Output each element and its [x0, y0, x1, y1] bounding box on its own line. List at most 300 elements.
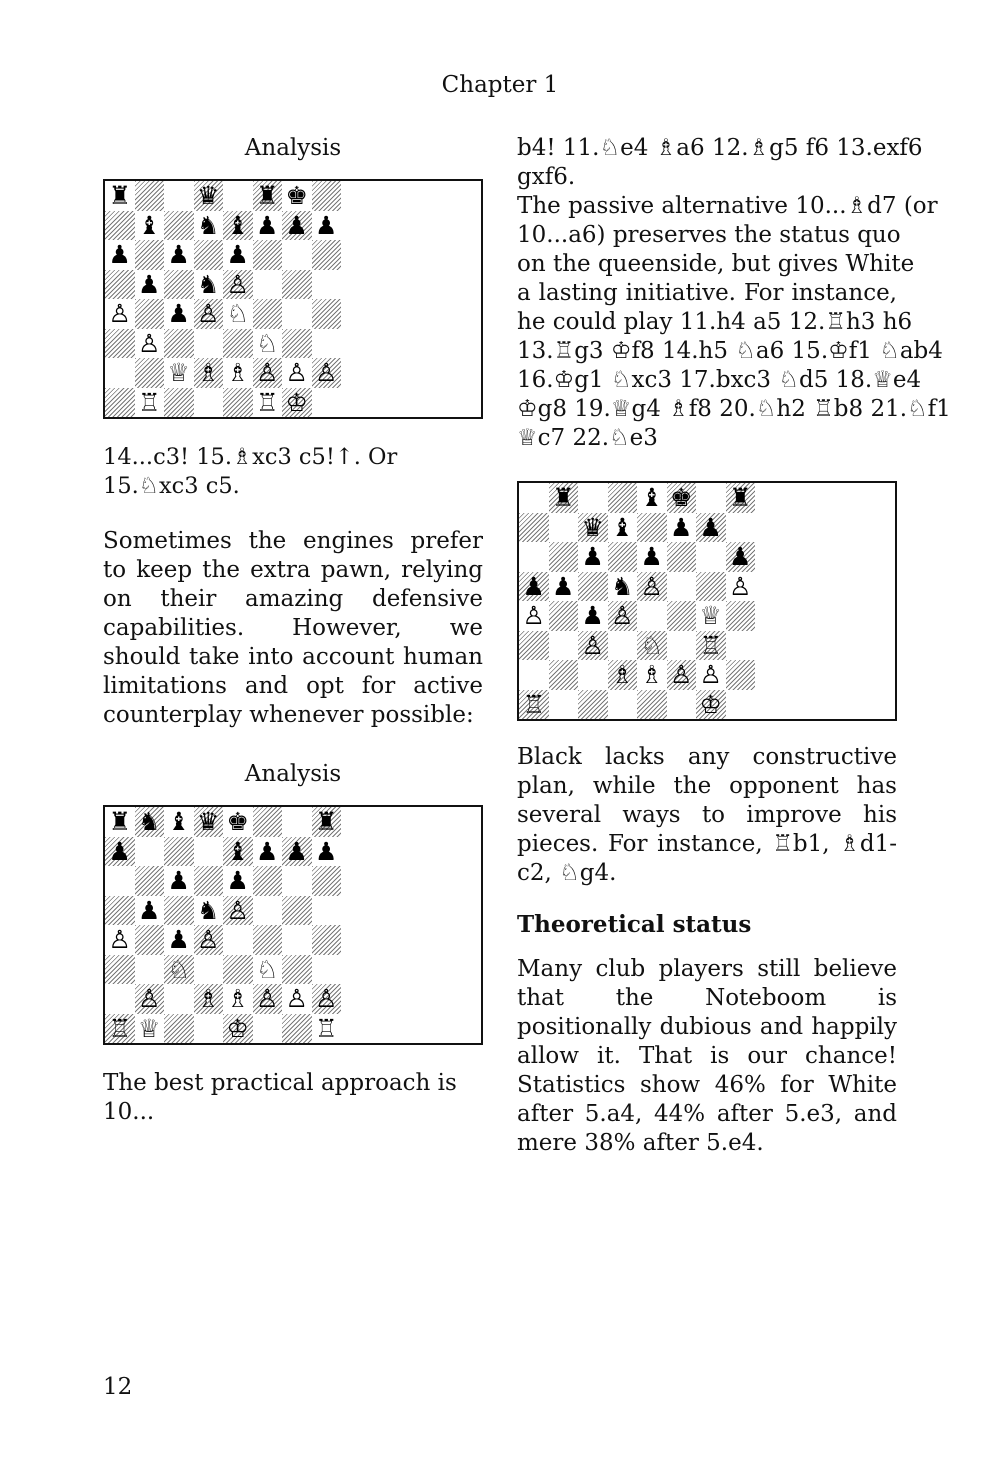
black-rook-icon: ♜︎ — [552, 483, 575, 513]
board-square — [549, 631, 579, 661]
board-square — [312, 270, 342, 300]
board-square — [549, 660, 579, 690]
board-square — [549, 601, 579, 631]
board-square — [135, 925, 165, 955]
white-pawn-icon: ♙︎ — [108, 925, 131, 955]
board-square — [135, 955, 165, 985]
board-square — [696, 690, 726, 720]
board-square — [194, 896, 224, 926]
board-square — [578, 572, 608, 602]
white-bishop-icon: ♗︎ — [226, 358, 249, 388]
black-pawn-icon: ♟︎ — [729, 542, 752, 572]
white-pawn-icon: ♙︎ — [138, 984, 161, 1014]
white-pawn-icon: ♙︎ — [138, 328, 161, 358]
board-square — [194, 925, 224, 955]
board-square — [105, 1014, 135, 1044]
white-bishop-icon: ♗︎ — [197, 358, 220, 388]
board-square — [105, 984, 135, 1014]
board-square — [726, 572, 756, 602]
board-square — [667, 660, 697, 690]
board-square — [312, 329, 342, 359]
board-square — [194, 984, 224, 1014]
board-square — [282, 240, 312, 270]
white-pawn-icon: ♙︎ — [729, 571, 752, 601]
chess-diagram-3 — [517, 481, 897, 721]
black-bishop-icon: ♝︎ — [226, 210, 249, 240]
board-square — [105, 896, 135, 926]
white-knight-icon: ♘︎ — [256, 954, 279, 984]
black-pawn-icon: ♟︎ — [108, 240, 131, 270]
board-square — [608, 483, 638, 513]
white-rook-icon: ♖︎ — [315, 1013, 338, 1043]
board-square — [726, 513, 756, 543]
black-bishop-icon: ♝︎ — [167, 807, 190, 837]
paragraph-engines: Sometimes the engines prefer to keep the extra pawn, relying on their amazing defensive capabilities. However, we should take into account human limitations and opt for active counterplay whenever possible: — [103, 528, 483, 728]
board-square — [312, 955, 342, 985]
chess-diagram-1 — [103, 179, 483, 419]
paragraph-line: 16.♔g1 ♘xc3 17.bxc3 ♘d5 18.♕e4 — [517, 367, 922, 393]
black-bishop-icon: ♝︎ — [226, 836, 249, 866]
black-pawn-icon: ♟︎ — [522, 571, 545, 601]
board-square — [105, 388, 135, 418]
board-square — [223, 329, 253, 359]
black-pawn-icon: ♟︎ — [699, 512, 722, 542]
board-square — [253, 240, 283, 270]
board-square — [282, 984, 312, 1014]
white-pawn-icon: ♙︎ — [226, 895, 249, 925]
black-pawn-icon: ♟︎ — [256, 836, 279, 866]
moves-after-diagram-1: 14...c3! 15.♗xc3 c5!↑. Or 15.♘xc3 c5. — [103, 444, 398, 499]
board-square — [135, 211, 165, 241]
black-pawn-icon: ♟︎ — [581, 542, 604, 572]
white-rook-icon: ♖︎ — [522, 689, 545, 719]
board-square — [312, 984, 342, 1014]
paragraph-best-approach: The best practical approach is 10... — [103, 1070, 457, 1125]
board-square — [253, 329, 283, 359]
board-square — [312, 837, 342, 867]
black-pawn-icon: ♟︎ — [226, 240, 249, 270]
board-square — [164, 984, 194, 1014]
board-square — [223, 299, 253, 329]
board-square — [105, 925, 135, 955]
board-square — [312, 299, 342, 329]
black-pawn-icon: ♟︎ — [138, 895, 161, 925]
board-square — [519, 660, 549, 690]
black-queen-icon: ♛︎ — [581, 512, 604, 542]
black-pawn-icon: ♟︎ — [256, 210, 279, 240]
board-square — [637, 542, 667, 572]
board-square — [608, 660, 638, 690]
black-queen-icon: ♛︎ — [197, 181, 220, 211]
white-pawn-icon: ♙︎ — [522, 601, 545, 631]
moves-line: b4! 11.♘e4 ♗a6 12.♗g5 f6 13.exf6 — [517, 135, 923, 161]
chess-diagram-2 — [103, 805, 483, 1045]
black-pawn-icon: ♟︎ — [167, 299, 190, 329]
black-rook-icon: ♜︎ — [729, 483, 752, 513]
board-square — [637, 513, 667, 543]
board-square — [223, 925, 253, 955]
white-pawn-icon: ♙︎ — [285, 984, 308, 1014]
board-square — [608, 542, 638, 572]
white-knight-icon: ♘︎ — [167, 954, 190, 984]
board-square — [312, 388, 342, 418]
paragraph-line: he could play 11.h4 a5 12.♖h3 h6 — [517, 309, 913, 335]
white-rook-icon: ♖︎ — [256, 387, 279, 417]
white-bishop-icon: ♗︎ — [226, 984, 249, 1014]
board-square — [519, 542, 549, 572]
board-square — [164, 837, 194, 867]
white-pawn-icon: ♙︎ — [197, 299, 220, 329]
board-square — [667, 690, 697, 720]
white-pawn-icon: ♙︎ — [226, 269, 249, 299]
paragraph-line: ♕c7 22.♘e3 — [517, 425, 658, 451]
board-square — [253, 270, 283, 300]
board-square — [194, 240, 224, 270]
board-square — [312, 240, 342, 270]
board-square — [105, 299, 135, 329]
board-square — [578, 660, 608, 690]
board-square — [637, 601, 667, 631]
board-square — [726, 660, 756, 690]
board-square — [282, 925, 312, 955]
board-square — [164, 240, 194, 270]
board-square — [696, 631, 726, 661]
board-square — [223, 388, 253, 418]
board-square — [667, 483, 697, 513]
board-square — [312, 1014, 342, 1044]
page-number: 12 — [103, 1374, 133, 1400]
continuation-moves — [517, 134, 923, 192]
board-square — [282, 358, 312, 388]
right-column — [517, 132, 951, 1158]
paragraph-passive-alternative — [517, 192, 951, 453]
board-square — [135, 358, 165, 388]
white-pawn-icon: ♙︎ — [315, 984, 338, 1014]
black-bishop-icon: ♝︎ — [611, 512, 634, 542]
white-pawn-icon: ♙︎ — [640, 571, 663, 601]
board-square — [253, 358, 283, 388]
board-square — [253, 388, 283, 418]
board-square — [164, 358, 194, 388]
black-rook-icon: ♜︎ — [108, 181, 131, 211]
paragraph-line: ♔g8 19.♕g4 ♗f8 20.♘h2 ♖b8 21.♘f1 — [517, 396, 951, 422]
white-king-icon: ♔︎ — [285, 387, 308, 417]
white-knight-icon: ♘︎ — [640, 630, 663, 660]
board-square — [105, 329, 135, 359]
black-pawn-icon: ♟︎ — [552, 571, 575, 601]
black-pawn-icon: ♟︎ — [581, 601, 604, 631]
board-square — [578, 690, 608, 720]
board-square — [164, 866, 194, 896]
paragraph-theoretical-status: Many club players still believe that the Noteboom is positionally dubious and happily allow it. That is our chance! Statistics show 46% for White after 5.a4, 44% after 5.e3, and mere 38% after 5.e4. — [517, 956, 897, 1156]
section-heading: Theoretical status — [517, 911, 752, 938]
board-square — [135, 299, 165, 329]
board-square — [282, 955, 312, 985]
black-knight-icon: ♞︎ — [197, 210, 220, 240]
board-square — [223, 181, 253, 211]
board-square — [667, 513, 697, 543]
board-square — [253, 984, 283, 1014]
white-pawn-icon: ♙︎ — [315, 358, 338, 388]
board-square — [164, 299, 194, 329]
board-square — [726, 631, 756, 661]
black-pawn-icon: ♟︎ — [640, 542, 663, 572]
board-square — [726, 690, 756, 720]
board-square — [253, 896, 283, 926]
black-queen-icon: ♛︎ — [197, 807, 220, 837]
black-knight-icon: ♞︎ — [611, 571, 634, 601]
board-square — [194, 1014, 224, 1044]
board-square — [637, 483, 667, 513]
board-square — [637, 572, 667, 602]
board-square — [726, 483, 756, 513]
board-square — [194, 837, 224, 867]
white-king-icon: ♔︎ — [699, 689, 722, 719]
board-square — [282, 329, 312, 359]
board-square — [135, 1014, 165, 1044]
board-square — [549, 542, 579, 572]
board-square — [519, 631, 549, 661]
board-square — [608, 513, 638, 543]
board-square — [223, 837, 253, 867]
board-square — [312, 807, 342, 837]
board-square — [312, 358, 342, 388]
board-square — [549, 513, 579, 543]
board-square — [578, 601, 608, 631]
black-knight-icon: ♞︎ — [197, 895, 220, 925]
board-square — [519, 483, 549, 513]
board-square — [164, 807, 194, 837]
white-bishop-icon: ♗︎ — [611, 660, 634, 690]
black-pawn-icon: ♟︎ — [315, 836, 338, 866]
board-square — [253, 211, 283, 241]
black-pawn-icon: ♟︎ — [108, 836, 131, 866]
board-square — [696, 572, 726, 602]
paragraph-line: 10...a6) preserves the status quo — [517, 222, 901, 248]
board-square — [164, 211, 194, 241]
diagram-caption-1: Analysis — [244, 135, 342, 161]
black-king-icon: ♚︎ — [226, 807, 249, 837]
board-square — [135, 837, 165, 867]
board-square — [282, 299, 312, 329]
board-square — [253, 925, 283, 955]
board-square — [667, 631, 697, 661]
board-square — [164, 388, 194, 418]
board-square — [135, 984, 165, 1014]
board-square — [312, 925, 342, 955]
board-square — [194, 866, 224, 896]
board-square — [549, 690, 579, 720]
board-square — [223, 358, 253, 388]
board-square — [578, 483, 608, 513]
white-bishop-icon: ♗︎ — [640, 660, 663, 690]
board-square — [164, 1014, 194, 1044]
board-square — [223, 984, 253, 1014]
board-square — [164, 896, 194, 926]
board-square — [194, 955, 224, 985]
board-square — [135, 866, 165, 896]
board-square — [312, 211, 342, 241]
board-square — [194, 299, 224, 329]
board-square — [223, 270, 253, 300]
board-square — [194, 388, 224, 418]
white-pawn-icon: ♙︎ — [256, 984, 279, 1014]
black-pawn-icon: ♟︎ — [285, 836, 308, 866]
white-pawn-icon: ♙︎ — [197, 925, 220, 955]
board-square — [549, 483, 579, 513]
board-square — [105, 181, 135, 211]
board-square — [726, 601, 756, 631]
board-square — [253, 866, 283, 896]
left-column — [103, 132, 483, 1127]
board-square — [637, 660, 667, 690]
white-king-icon: ♔︎ — [226, 1013, 249, 1043]
board-square — [637, 631, 667, 661]
board-square — [312, 181, 342, 211]
board-square — [696, 542, 726, 572]
black-rook-icon: ♜︎ — [256, 181, 279, 211]
board-square — [696, 513, 726, 543]
moves-line: gxf6. — [517, 164, 576, 190]
black-bishop-icon: ♝︎ — [640, 483, 663, 513]
white-rook-icon: ♖︎ — [699, 630, 722, 660]
board-square — [105, 866, 135, 896]
board-square — [282, 866, 312, 896]
board-square — [164, 329, 194, 359]
board-square — [253, 1014, 283, 1044]
board-square — [578, 631, 608, 661]
white-pawn-icon: ♙︎ — [611, 601, 634, 631]
white-pawn-icon: ♙︎ — [670, 660, 693, 690]
board-square — [135, 329, 165, 359]
white-queen-icon: ♕︎ — [138, 1013, 161, 1043]
board-square — [135, 807, 165, 837]
board-square — [223, 866, 253, 896]
white-pawn-icon: ♙︎ — [581, 630, 604, 660]
board-square — [223, 240, 253, 270]
board-square — [223, 896, 253, 926]
board-square — [105, 358, 135, 388]
board-square — [135, 896, 165, 926]
board-square — [549, 572, 579, 602]
board-square — [519, 601, 549, 631]
board-square — [608, 631, 638, 661]
board-square — [164, 181, 194, 211]
black-pawn-icon: ♟︎ — [167, 866, 190, 896]
white-pawn-icon: ♙︎ — [256, 358, 279, 388]
board-square — [637, 690, 667, 720]
board-square — [282, 270, 312, 300]
board-square — [135, 240, 165, 270]
board-square — [223, 1014, 253, 1044]
diagram-caption-2: Analysis — [244, 761, 342, 787]
board-square — [726, 542, 756, 572]
board-square — [282, 181, 312, 211]
board-square — [667, 572, 697, 602]
board-square — [105, 240, 135, 270]
board-square — [519, 572, 549, 602]
black-knight-icon: ♞︎ — [138, 807, 161, 837]
board-square — [312, 866, 342, 896]
board-square — [608, 601, 638, 631]
board-square — [696, 601, 726, 631]
paragraph-line: 13.♖g3 ♔f8 14.h5 ♘a6 15.♔f1 ♘ab4 — [517, 338, 943, 364]
white-pawn-icon: ♙︎ — [699, 660, 722, 690]
board-square — [105, 211, 135, 241]
black-rook-icon: ♜︎ — [108, 807, 131, 837]
board-square — [105, 837, 135, 867]
board-square — [135, 181, 165, 211]
board-square — [608, 572, 638, 602]
board-square — [282, 896, 312, 926]
paragraph-black-lacks-plan: Black lacks any constructive plan, while the opponent has several ways to improve his pieces. For instance, ♖b1, ♗d1-c2, ♘g4. — [517, 744, 897, 886]
board-square — [282, 211, 312, 241]
running-head: Chapter 1 — [441, 72, 559, 98]
board-square — [282, 388, 312, 418]
board-square — [519, 690, 549, 720]
black-pawn-icon: ♟︎ — [138, 269, 161, 299]
board-square — [578, 542, 608, 572]
board-square — [194, 329, 224, 359]
white-queen-icon: ♕︎ — [167, 358, 190, 388]
board-square — [135, 388, 165, 418]
white-rook-icon: ♖︎ — [138, 387, 161, 417]
board-square — [223, 211, 253, 241]
board-square — [696, 483, 726, 513]
board-square — [135, 270, 165, 300]
white-rook-icon: ♖︎ — [108, 1013, 131, 1043]
board-square — [164, 925, 194, 955]
black-pawn-icon: ♟︎ — [167, 925, 190, 955]
white-knight-icon: ♘︎ — [256, 328, 279, 358]
board-square — [223, 807, 253, 837]
board-square — [194, 807, 224, 837]
white-pawn-icon: ♙︎ — [285, 358, 308, 388]
board-square — [253, 299, 283, 329]
board-square — [667, 542, 697, 572]
board-square — [253, 837, 283, 867]
board-square — [667, 601, 697, 631]
board-square — [578, 513, 608, 543]
board-square — [105, 807, 135, 837]
black-pawn-icon: ♟︎ — [226, 866, 249, 896]
white-knight-icon: ♘︎ — [226, 299, 249, 329]
paragraph-line: on the queenside, but gives White — [517, 251, 915, 277]
board-square — [194, 211, 224, 241]
black-bishop-icon: ♝︎ — [138, 210, 161, 240]
black-king-icon: ♚︎ — [285, 181, 308, 211]
paragraph-line: The passive alternative 10...♗d7 (or — [517, 193, 938, 219]
board-square — [519, 513, 549, 543]
board-square — [253, 807, 283, 837]
white-bishop-icon: ♗︎ — [197, 984, 220, 1014]
board-square — [608, 690, 638, 720]
black-pawn-icon: ♟︎ — [315, 210, 338, 240]
board-square — [223, 955, 253, 985]
white-queen-icon: ♕︎ — [699, 601, 722, 631]
black-knight-icon: ♞︎ — [197, 269, 220, 299]
black-pawn-icon: ♟︎ — [670, 512, 693, 542]
board-square — [194, 358, 224, 388]
board-square — [105, 955, 135, 985]
white-pawn-icon: ♙︎ — [108, 299, 131, 329]
black-pawn-icon: ♟︎ — [285, 210, 308, 240]
board-square — [253, 955, 283, 985]
board-square — [282, 1014, 312, 1044]
board-square — [164, 955, 194, 985]
board-square — [312, 896, 342, 926]
board-square — [194, 181, 224, 211]
